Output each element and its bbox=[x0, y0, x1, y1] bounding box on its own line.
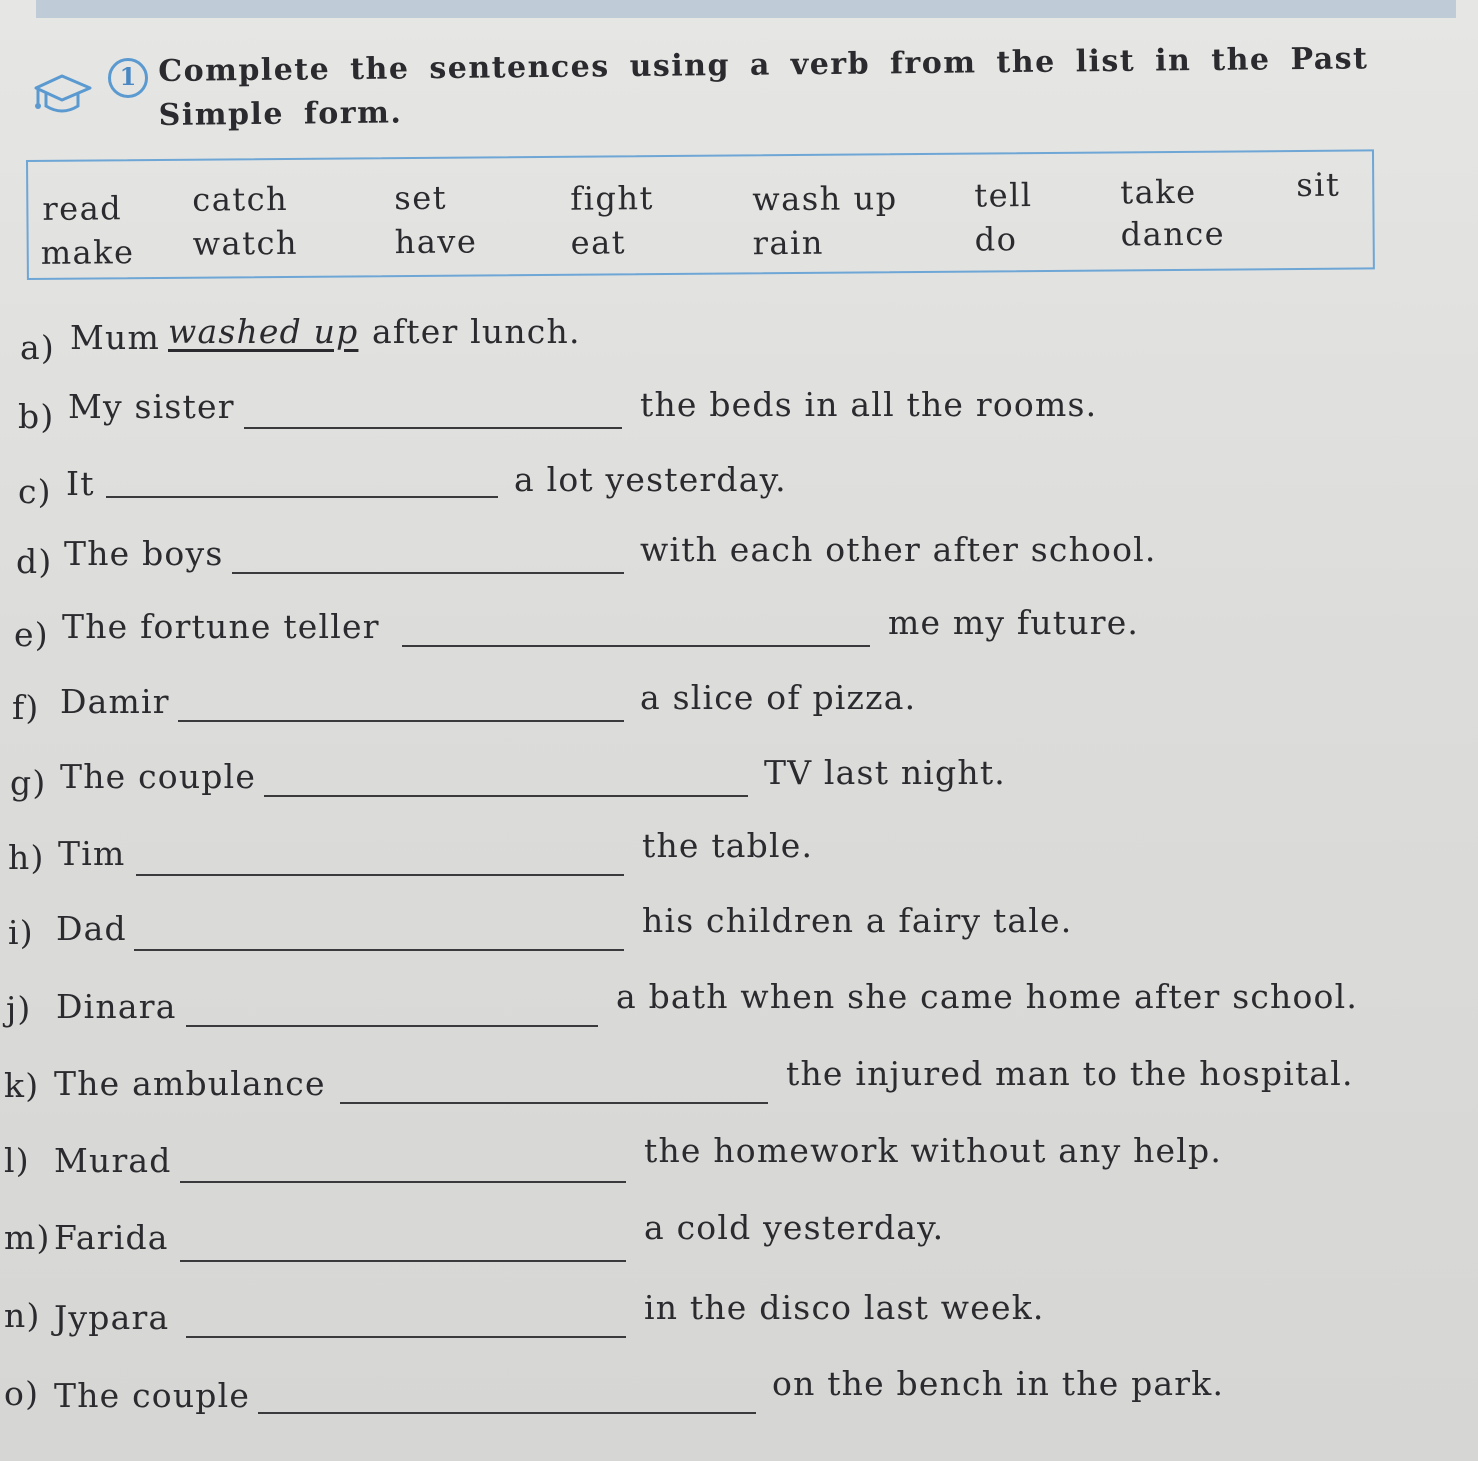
word-tell: tell bbox=[974, 176, 1033, 215]
sentence-g bbox=[0, 755, 1478, 815]
sentence-subject: The couple bbox=[60, 757, 257, 796]
sentence-i bbox=[0, 901, 1478, 965]
sentence-ending: the beds in all the rooms. bbox=[640, 385, 1098, 424]
sentence-subject: Tim bbox=[58, 834, 126, 873]
sentence-ending: a lot yesterday. bbox=[514, 460, 787, 499]
sentence-ending: me my future. bbox=[888, 603, 1140, 642]
answer-blank[interactable] bbox=[244, 427, 622, 429]
sentence-j bbox=[0, 977, 1478, 1043]
sentence-ending: a slice of pizza. bbox=[640, 678, 917, 717]
sentence-ending: after lunch. bbox=[372, 312, 581, 351]
sentence-subject: The boys bbox=[64, 534, 224, 573]
sentence-ending: a cold yesterday. bbox=[644, 1208, 945, 1247]
word-have: have bbox=[394, 222, 478, 262]
sentence-label: g) bbox=[10, 763, 47, 802]
sentence-ending: TV last night. bbox=[764, 753, 1006, 792]
sentence-subject: It bbox=[66, 464, 95, 503]
sentence-label: c) bbox=[18, 472, 52, 511]
exercise-instruction: Complete the sentences using a verb from the list in the Past Simple form. bbox=[158, 41, 1369, 133]
sentence-subject: Jypara bbox=[54, 1298, 170, 1337]
answer-blank[interactable] bbox=[186, 1336, 626, 1338]
sentence-o bbox=[0, 1364, 1478, 1428]
sentence-ending: with each other after school. bbox=[640, 530, 1157, 569]
sentence-label: d) bbox=[16, 542, 53, 581]
sentence-ending: his children a fairy tale. bbox=[642, 901, 1073, 940]
sentence-label: l) bbox=[4, 1141, 30, 1180]
answer-blank[interactable] bbox=[134, 949, 624, 951]
sentence-ending: on the bench in the park. bbox=[772, 1364, 1225, 1403]
answer-blank[interactable] bbox=[106, 496, 498, 498]
sentence-c bbox=[0, 460, 1478, 520]
sentence-label: k) bbox=[4, 1066, 40, 1105]
word-dance: dance bbox=[1120, 214, 1226, 254]
answer-blank[interactable] bbox=[232, 572, 624, 574]
sentence-k bbox=[0, 1054, 1478, 1120]
word-list-box bbox=[26, 149, 1375, 280]
answer-blank[interactable] bbox=[264, 795, 748, 797]
sentence-subject: The couple bbox=[54, 1376, 251, 1415]
sentence-subject: My sister bbox=[68, 387, 235, 426]
sentence-label: j) bbox=[6, 989, 32, 1028]
answer-blank[interactable] bbox=[258, 1412, 756, 1414]
sentence-subject: Dinara bbox=[56, 987, 177, 1026]
sentence-a bbox=[0, 310, 1478, 370]
sentence-subject: Damir bbox=[60, 682, 170, 721]
sentence-ending: the homework without any help. bbox=[644, 1131, 1223, 1170]
sentence-label: f) bbox=[12, 688, 40, 727]
sentence-subject: Mum bbox=[70, 318, 160, 357]
page-top-band bbox=[36, 0, 1456, 18]
word-rain: rain bbox=[752, 223, 825, 263]
sentence-subject: Farida bbox=[54, 1218, 169, 1257]
word-take: take bbox=[1120, 172, 1197, 212]
word-read: read bbox=[42, 189, 123, 228]
word-wash-up: wash up bbox=[752, 179, 898, 219]
sentence-ending: the injured man to the hospital. bbox=[786, 1054, 1354, 1093]
sentence-subject: Murad bbox=[54, 1141, 172, 1180]
word-catch: catch bbox=[192, 179, 289, 219]
word-set: set bbox=[394, 178, 448, 218]
sentence-label: h) bbox=[8, 838, 45, 877]
sentence-label: b) bbox=[18, 397, 55, 436]
sentence-ending: the table. bbox=[642, 826, 814, 865]
answer-blank[interactable] bbox=[178, 720, 624, 722]
answer-blank[interactable] bbox=[180, 1260, 626, 1262]
sentence-n bbox=[0, 1290, 1478, 1350]
sentence-h bbox=[0, 826, 1478, 890]
word-fight: fight bbox=[570, 179, 654, 218]
sentence-e bbox=[0, 605, 1478, 665]
word-sit: sit bbox=[1296, 165, 1341, 205]
sentence-subject: The ambulance bbox=[54, 1064, 326, 1103]
exercise-number: 1 bbox=[108, 58, 148, 98]
sentence-label: a) bbox=[20, 328, 55, 367]
sentence-ending: in the disco last week. bbox=[644, 1288, 1045, 1327]
answer-blank[interactable] bbox=[402, 645, 870, 647]
sentence-answer: washed up bbox=[168, 312, 359, 351]
graduation-cap-icon bbox=[32, 62, 94, 120]
sentence-l bbox=[0, 1131, 1478, 1195]
sentence-f bbox=[0, 680, 1478, 740]
word-eat: eat bbox=[570, 223, 627, 262]
answer-blank[interactable] bbox=[340, 1102, 768, 1104]
sentence-m bbox=[0, 1208, 1478, 1272]
sentence-label: o) bbox=[4, 1374, 40, 1413]
answer-blank[interactable] bbox=[136, 874, 624, 876]
sentence-label: e) bbox=[14, 615, 49, 654]
word-watch: watch bbox=[192, 223, 299, 263]
sentence-label: m) bbox=[4, 1218, 51, 1257]
answer-blank[interactable] bbox=[180, 1181, 626, 1183]
sentence-label: i) bbox=[8, 913, 34, 952]
sentence-b bbox=[0, 385, 1478, 445]
sentence-subject: The fortune teller bbox=[62, 607, 380, 646]
word-make: make bbox=[40, 233, 135, 272]
sentence-ending: a bath when she came home after school. bbox=[616, 977, 1359, 1016]
word-do: do bbox=[974, 220, 1018, 259]
sentence-label: n) bbox=[4, 1296, 41, 1335]
sentence-d bbox=[0, 532, 1478, 592]
sentence-subject: Dad bbox=[56, 909, 127, 948]
answer-blank[interactable] bbox=[186, 1025, 598, 1027]
